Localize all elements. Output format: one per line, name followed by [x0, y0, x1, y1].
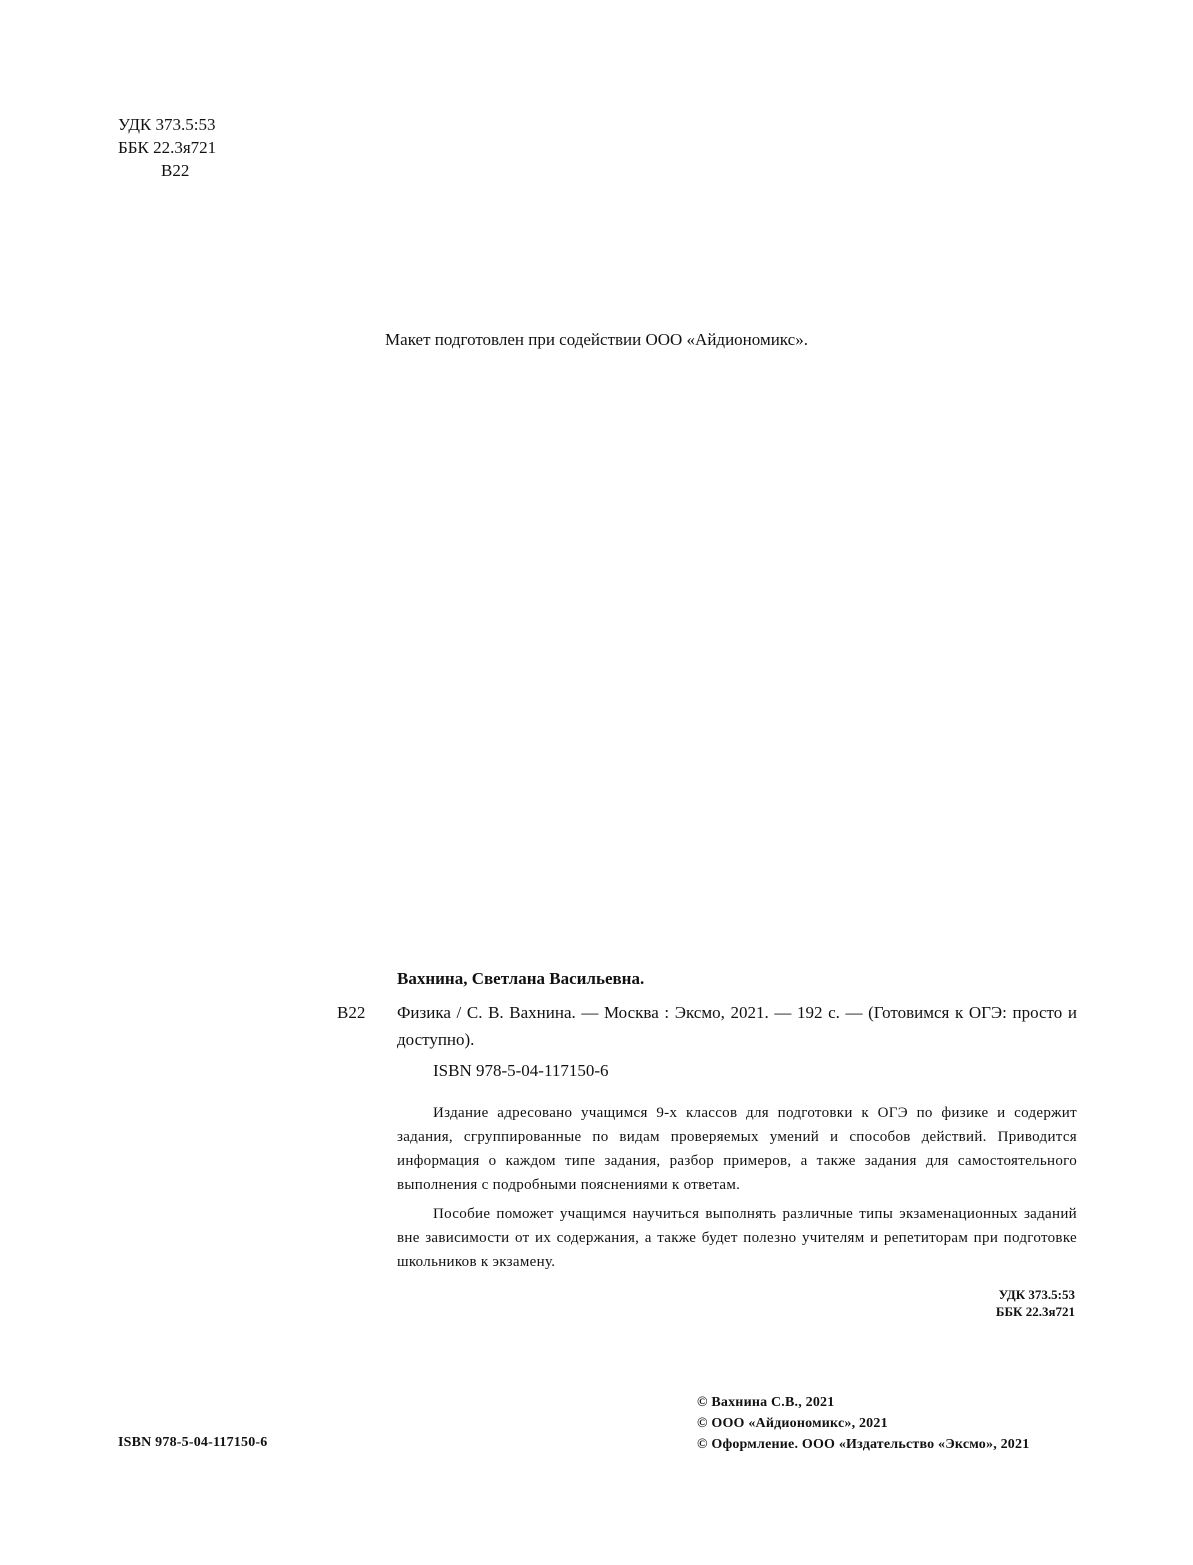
annotation-paragraph: Пособие поможет учащимся научиться выполнять различные типы экзаменационных заданий вне зависимости от их содержания, а также будет полезно учителям и репетиторам при подготовке школьников к экзамену. [397, 1206, 1077, 1270]
catalog-isbn: ISBN 978-5-04-117150-6 [433, 1061, 609, 1080]
annotation-paragraph: Издание адресовано учащимся 9-х классов для подготовки к ОГЭ по физике и содержит задания, сгруппированные по видам проверяемых умений и способов действий. Приводится информация о каждом типе задания, разбор примеров, а также задания для самостоятельного выполнения с подробными пояснениями к ответам. [397, 1105, 1077, 1193]
catalog-entry [337, 999, 1077, 1053]
annotation [397, 1101, 1077, 1274]
bbk-code: ББК 22.3я721 [118, 138, 217, 157]
udk-code: УДК 373.5:53 [118, 115, 216, 134]
copyright-line: © ООО «Айдиономикс», 2021 [697, 1416, 888, 1431]
catalog-description: Физика / С. В. Вахнина. — Москва : Эксмо, 2021. — 192 с. — (Готовимся к ОГЭ: просто и доступно). [397, 1003, 1077, 1049]
copyright-line: © Оформление. ООО «Издательство «Эксмо», 2021 [697, 1437, 1030, 1452]
copyright-line: © Вахнина С.В., 2021 [697, 1395, 835, 1410]
catalog-author-mark: В22 [337, 1003, 366, 1022]
catalog-record [337, 967, 1077, 1320]
copyrights [697, 1392, 1029, 1455]
classification-codes [118, 113, 216, 182]
isbn-bottom: ISBN 978-5-04-117150-6 [118, 1435, 268, 1450]
catalog-udk: УДК 373.5:53 [998, 1287, 1075, 1302]
catalog-author: Вахнина, Светлана Васильевна. [397, 969, 645, 988]
layout-note: Макет подготовлен при содействии ООО «Айдиономикс». [385, 330, 808, 349]
catalog-codes [337, 1286, 1077, 1320]
catalog-bbk: ББК 22.3я721 [995, 1304, 1075, 1319]
author-mark: В22 [161, 161, 190, 180]
